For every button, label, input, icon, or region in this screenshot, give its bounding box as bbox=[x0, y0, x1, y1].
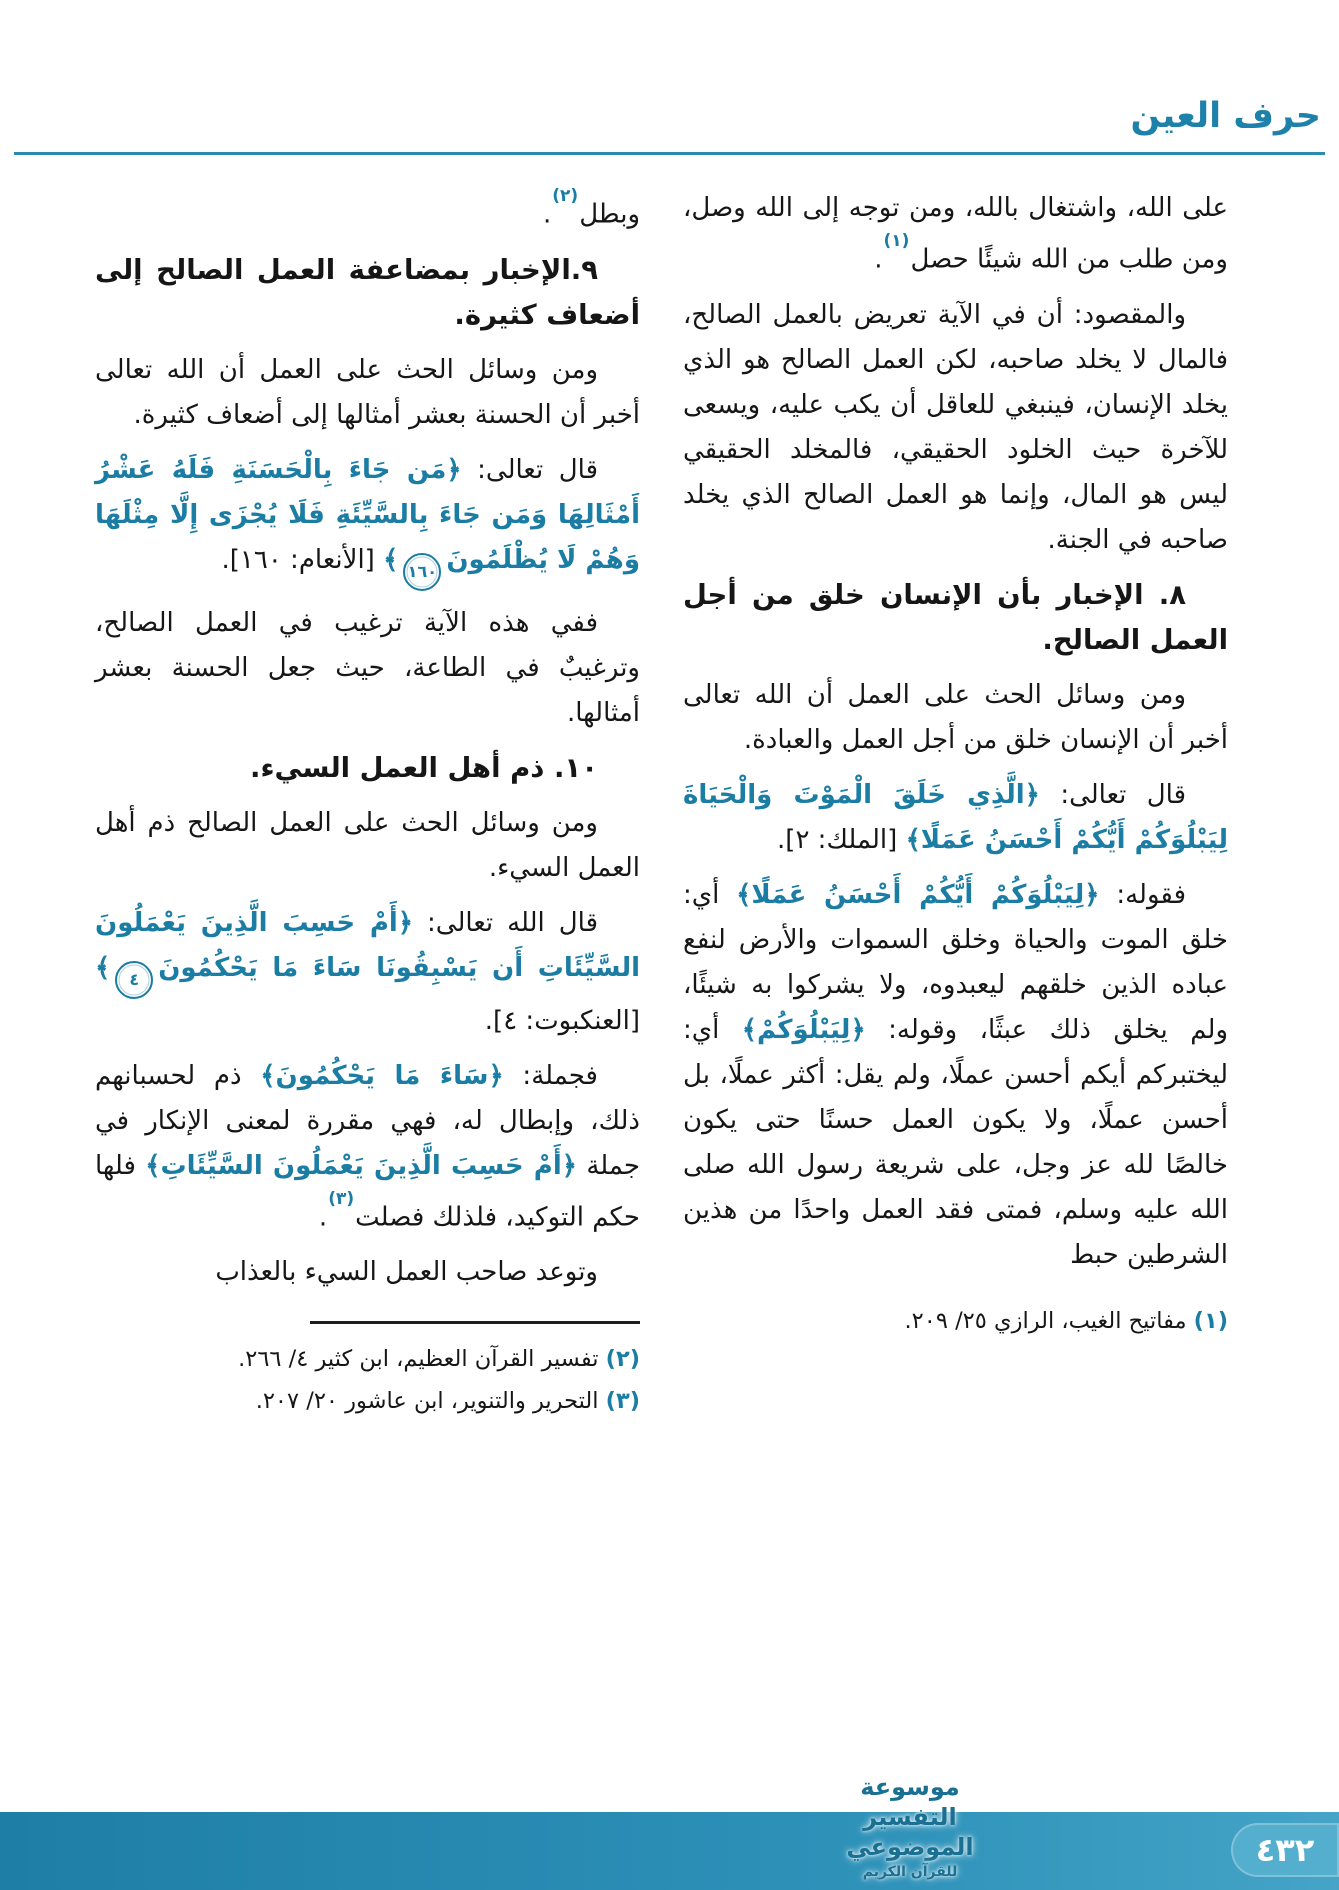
body-text: قال الله تعالى: bbox=[413, 907, 598, 938]
verse-reference: [العنكبوت: ٤]. bbox=[484, 1005, 640, 1036]
paragraph: ومن وسائل الحث على العمل الصالح ذم أهل العمل السيء. bbox=[95, 807, 640, 883]
paragraph bbox=[95, 448, 640, 591]
quran-verse: ﴿أَمْ حَسِبَ الَّذِينَ يَعْمَلُونَ السَّيِّئَاتِ أَن يَسْبِقُونَا سَاءَ مَا يَحْكُمُونَ bbox=[95, 907, 640, 983]
quran-verse-close: ﴾ bbox=[383, 544, 399, 575]
paragraph bbox=[683, 873, 1228, 1278]
paragraph bbox=[95, 901, 640, 1044]
paragraph bbox=[683, 773, 1228, 863]
footnote-marker: (١) bbox=[883, 231, 910, 251]
section-heading: ١٠. ذم أهل العمل السيء. bbox=[250, 751, 598, 784]
footer-band bbox=[0, 1812, 1339, 1890]
body-text: فجملة: bbox=[503, 1060, 598, 1091]
body-text: قال تعالى: bbox=[461, 454, 598, 485]
quran-verse: ﴿لِيَبْلُوَكُمْ﴾ bbox=[741, 1014, 866, 1045]
section-heading: ٨. الإخبار بأن الإنسان خلق من أجل العمل الصالح. bbox=[683, 578, 1228, 656]
left-column bbox=[95, 186, 640, 1424]
verse-reference: [الأنعام: ١٦٠]. bbox=[221, 544, 384, 575]
footnote bbox=[95, 1340, 640, 1378]
paragraph bbox=[95, 1054, 640, 1241]
quran-verse: ﴿سَاءَ مَا يَحْكُمُونَ﴾ bbox=[260, 1060, 504, 1091]
paragraph: ففي هذه الآية ترغيب في العمل الصالح، وترغيبٌ في الطاعة، حيث جعل الحسنة بعشر أمثالها. bbox=[95, 607, 640, 728]
footnote-text: التحرير والتنوير، ابن عاشور ٢٠/ ٢٠٧. bbox=[255, 1388, 599, 1415]
section-title: حرف العين bbox=[1130, 96, 1321, 136]
body-text: . bbox=[542, 199, 552, 230]
body-text: أي: خلق الموت والحياة وخلق السموات والأرض لنفع عباده الذين خلقهم ليعبدوه، ولا يشركوا به شيئًا، ولم يخلق ذلك عبثًا، وقوله: bbox=[683, 879, 1228, 1045]
publisher-logo bbox=[810, 1772, 1010, 1882]
paragraph bbox=[95, 186, 640, 238]
paragraph: ومن وسائل الحث على العمل أن الله تعالى أخبر أن الحسنة بعشر أمثالها إلى أضعاف كثيرة. bbox=[95, 354, 640, 430]
body-text: أي: ليختبركم أيكم أحسن عملًا، ولم يقل: أكثر عملًا، بل أحسن عملًا، ولا يكون العمل حسنًا حتى يكون خالصًا لله عز وجل، على شريعة رسول الله صلى الله عليه وسلم، فمتى فقد العمل واحدًا من هذين الشرطين حبط bbox=[683, 1014, 1228, 1270]
paragraph: والمقصود: أن في الآية تعريض بالعمل الصالح، فالمال لا يخلد صاحبه، لكن العمل الصالح هو الذي يخلد الإنسان، فينبغي للعاقل أن يكب عليه، ويسعى للآخرة حيث الخلود الحقيقي، فالمخلد الحقيقي ليس هو المال، وإنما هو العمل الصالح الذي يخلد صاحبه في الجنة. bbox=[683, 299, 1228, 555]
footnote-text: تفسير القرآن العظيم، ابن كثير ٤/ ٢٦٦. bbox=[238, 1346, 599, 1373]
footnote-marker: (٢) bbox=[552, 186, 579, 206]
right-column bbox=[683, 186, 1228, 1424]
footnote bbox=[683, 1302, 1228, 1340]
verse-reference: [الملك: ٢]. bbox=[777, 824, 906, 855]
quran-verse: ﴿لِيَبْلُوَكُمْ أَيُّكُمْ أَحْسَنُ عَمَلًا﴾ bbox=[736, 879, 1100, 910]
paragraph: وتوعد صاحب العمل السيء بالعذاب bbox=[215, 1257, 598, 1288]
quran-verse: ﴿مَن جَاءَ بِالْحَسَنَةِ فَلَهُ عَشْرُ أَمْثَالِهَا وَمَن جَاءَ بِالسَّيِّئَةِ فَلَا يُجْزَى إِلَّا مِثْلَهَا وَهُمْ لَا يُظْلَمُونَ bbox=[95, 454, 640, 575]
body-text: فلها حكم التوكيد، فلذلك فصلت bbox=[95, 1150, 640, 1233]
body-text: وبطل bbox=[579, 199, 640, 230]
body-text: على الله، واشتغال بالله، ومن توجه إلى الله وصل، ومن طلب من الله شيئًا حصل bbox=[683, 193, 1228, 275]
body-text: . bbox=[874, 244, 883, 275]
content-columns bbox=[95, 186, 1228, 1424]
quran-verse-close: ﴾ bbox=[95, 952, 111, 983]
body-text: قال تعالى: bbox=[1039, 779, 1187, 810]
paragraph: ومن وسائل الحث على العمل أن الله تعالى أخبر أن الإنسان خلق من أجل العمل والعبادة. bbox=[683, 679, 1228, 755]
header-divider bbox=[14, 152, 1325, 155]
footnote-separator bbox=[310, 1321, 640, 1324]
ayah-number-ornament: ٤ bbox=[115, 961, 153, 999]
quran-verse: ﴿أَمْ حَسِبَ الَّذِينَ يَعْمَلُونَ السَّيِّئَاتِ﴾ bbox=[145, 1150, 577, 1181]
body-text: ذم لحسبانهم ذلك، وإبطال له، فهي مقررة لمعنى الإنكار في جملة bbox=[95, 1060, 640, 1181]
publisher-logo-subtitle: للقرآن الكريم bbox=[862, 1864, 958, 1880]
footnote-number: (٢) bbox=[605, 1346, 640, 1373]
body-text: فقوله: bbox=[1099, 879, 1186, 910]
footnote bbox=[95, 1382, 640, 1420]
page-number-badge: ٤٣٢ bbox=[1231, 1823, 1339, 1877]
section-heading: ٩.الإخبار بمضاعفة العمل الصالح إلى أضعاف كثيرة. bbox=[95, 253, 640, 331]
publisher-logo-title: موسوعة التفسير الموضوعي bbox=[846, 1773, 974, 1861]
ayah-number-ornament: ١٦٠ bbox=[403, 553, 441, 591]
quran-verse: ﴿الَّذِي خَلَقَ الْمَوْتَ وَالْحَيَاةَ لِيَبْلُوَكُمْ أَيُّكُمْ أَحْسَنُ عَمَلًا﴾ bbox=[683, 779, 1228, 855]
footnote-marker: (٣) bbox=[328, 1188, 355, 1209]
footnote-number: (٣) bbox=[605, 1388, 640, 1415]
body-text: . bbox=[318, 1202, 328, 1233]
paragraph bbox=[683, 186, 1228, 283]
footnote-number: (١) bbox=[1193, 1307, 1228, 1334]
footnote-text: مفاتيح الغيب، الرازي ٢٥/ ٢٠٩. bbox=[904, 1307, 1187, 1334]
